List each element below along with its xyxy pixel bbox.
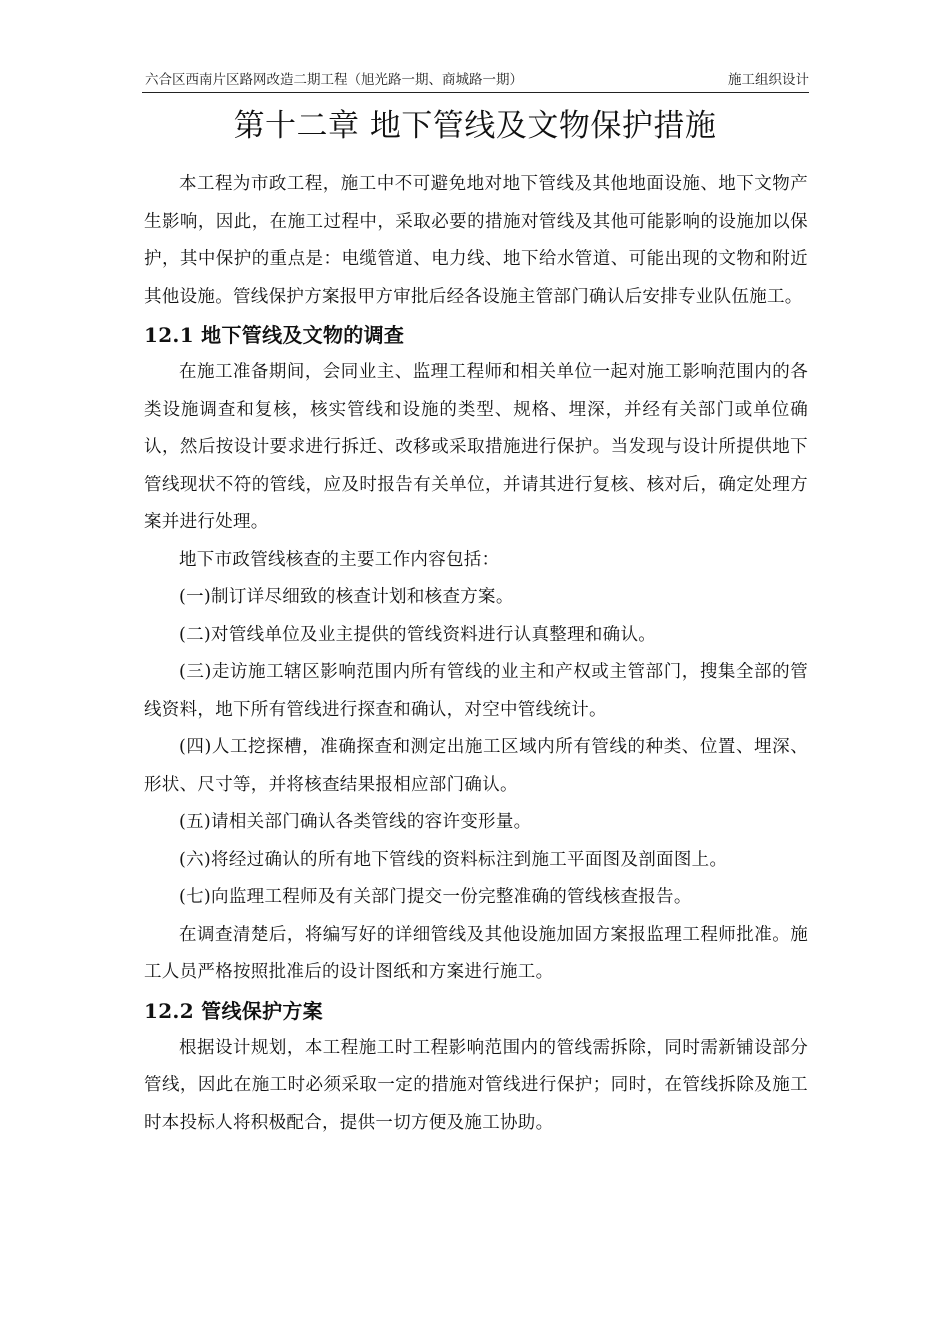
section-heading-12-1: 12.1 地下管线及文物的调查 <box>144 323 405 347</box>
list-item: (七)向监理工程师及有关部门提交一份完整准确的管线核查报告。 <box>179 887 692 907</box>
section1-paragraph-3: 在调查清楚后，将编写好的详细管线及其他设施加固方案报监理工程师批准。施工人员严格按照批准后的设计图纸和方案进行施工。 <box>144 924 808 982</box>
list-item: (二)对管线单位及业主提供的管线资料进行认真整理和确认。 <box>179 624 657 645</box>
header-document-type: 施工组织设计 <box>728 72 809 88</box>
section-heading-12-2: 12.2 管线保护方案 <box>144 998 323 1023</box>
list-item: (四)人工挖探槽，准确探查和测定出施工区域内所有管线的种类、位置、埋深、形状、尺寸等，并将核查结果报相应部门确认。 <box>144 737 808 795</box>
header-project-name: 六合区西南片区路网改造二期工程（旭光路一期、商城路一期） <box>145 72 523 88</box>
list-item: (六)将经过确认的所有地下管线的资料标注到施工平面图及剖面图上。 <box>179 849 728 870</box>
list-item: (一)制订详尽细致的核查计划和核查方案。 <box>179 587 514 607</box>
page-header <box>142 70 809 93</box>
list-item: (三)走访施工辖区影响范围内所有管线的业主和产权或主管部门，搜集全部的管线资料，地下所有管线进行探查和确认，对空中管线统计。 <box>144 662 808 720</box>
document-body <box>144 166 808 1142</box>
list-item: (五)请相关部门确认各类管线的容许变形量。 <box>179 812 532 832</box>
chapter-title: 第十二章 地下管线及文物保护措施 <box>233 108 717 144</box>
intro-paragraph: 本工程为市政工程，施工中不可避免地对地下管线及其他地面设施、地下文物产生影响，因此，在施工过程中，采取必要的措施对管线及其他可能影响的设施加以保护，其中保护的重点是：电缆管道、电力线、地下给水管道、可能出现的文物和附近其他设施。管线保护方案报甲方审批后经各设施主管部门确认后安排专业队伍施工。 <box>144 174 808 307</box>
section1-paragraph-2: 地下市政管线核查的主要工作内容包括： <box>179 549 500 570</box>
section1-paragraph-1: 在施工准备期间，会同业主、监理工程师和相关单位一起对施工影响范围内的各类设施调查和复核，核实管线和设施的类型、规格、埋深，并经有关部门或单位确认，然后按设计要求进行拆迁、改移或采取措施进行保护。当发现与设计所提供地下管线现状不符的管线，应及时报告有关单位，并请其进行复核、核对后，确定处理方案并进行处理。 <box>144 362 808 532</box>
section2-paragraph-1: 根据设计规划，本工程施工时工程影响范围内的管线需拆除，同时需新铺设部分管线，因此在施工时必须采取一定的措施对管线进行保护；同时，在管线拆除及施工时本投标人将积极配合，提供一切方便及施工协助。 <box>144 1037 808 1133</box>
